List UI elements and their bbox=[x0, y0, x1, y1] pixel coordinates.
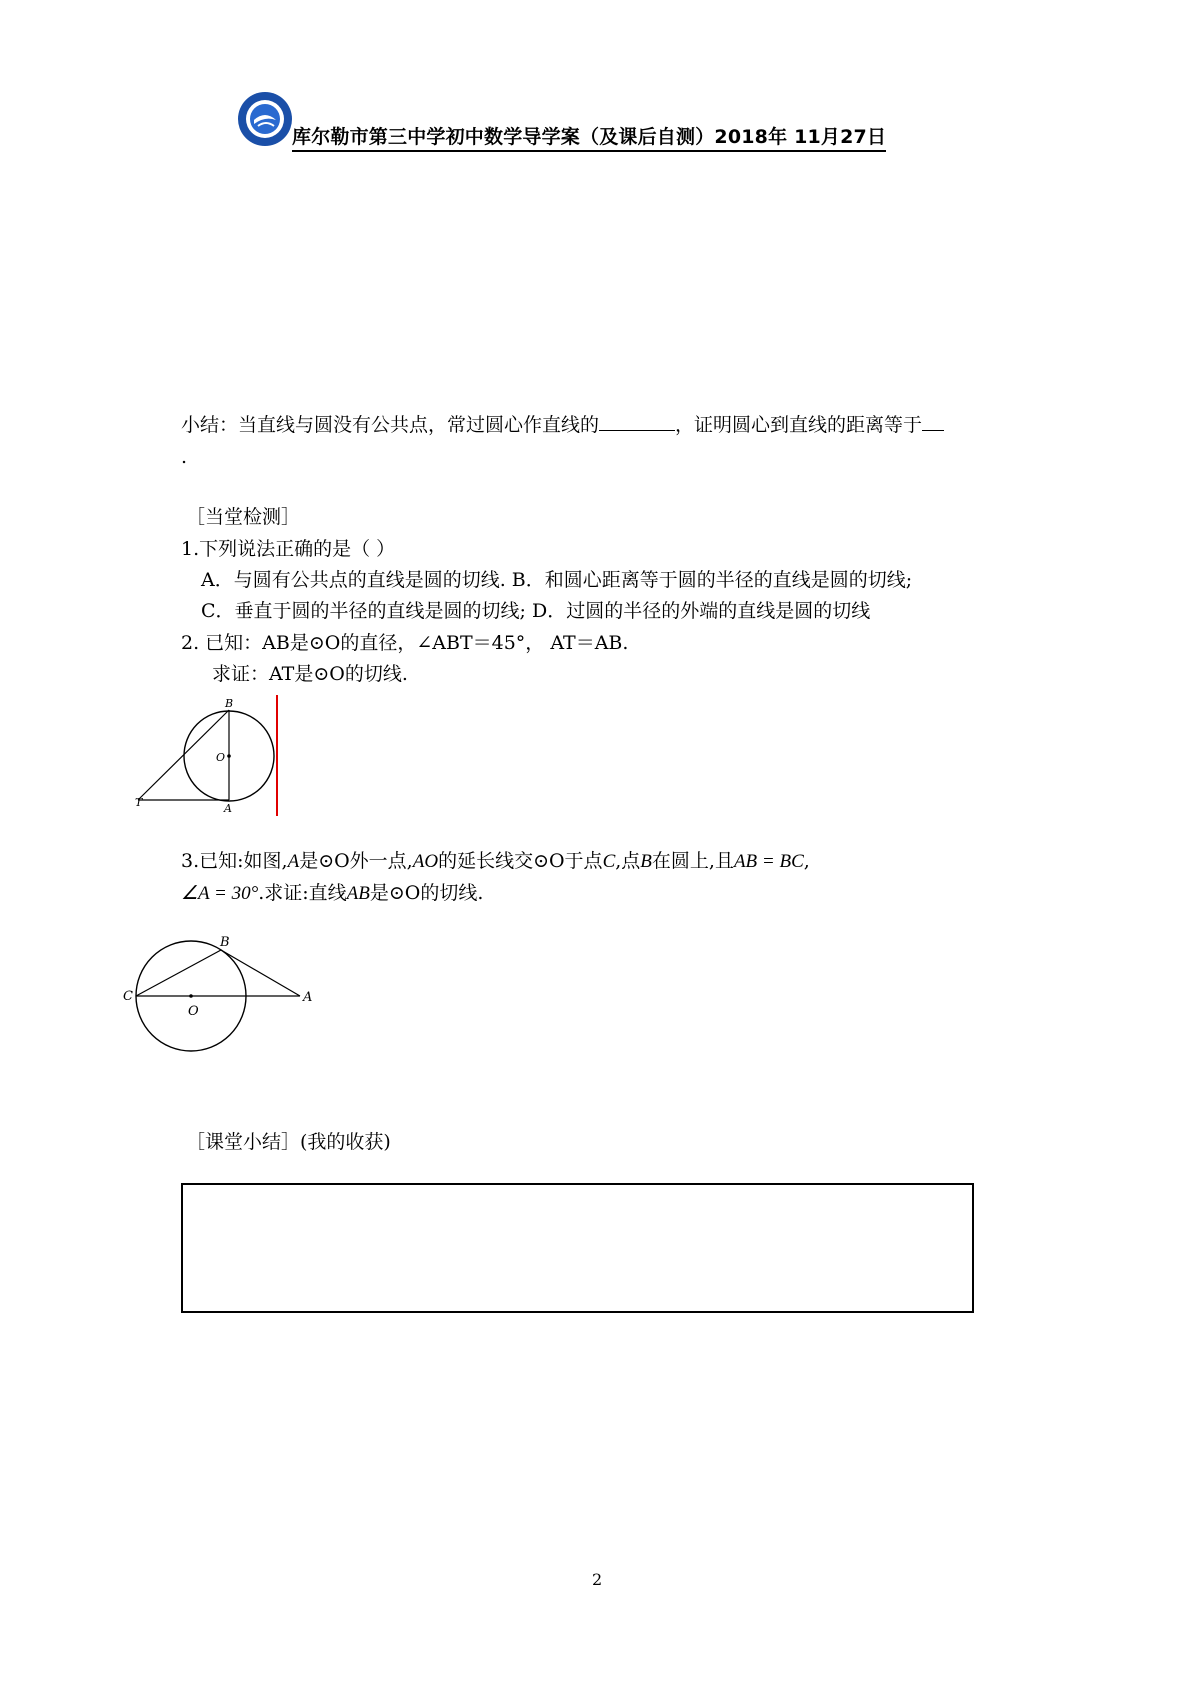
q3-text-b2: .求证:直线 bbox=[258, 882, 347, 904]
q2-prove: 求证：AT是⊙O的切线. bbox=[212, 663, 408, 685]
q3-text-k: , bbox=[803, 850, 810, 872]
q1-stem: 1.下列说法正确的是（ ） bbox=[181, 538, 396, 560]
q3-label-o: O bbox=[188, 1004, 199, 1019]
q3-math-ab: AB bbox=[346, 883, 370, 904]
q3-text-g: ,点 bbox=[615, 850, 641, 872]
q3-segment-cb bbox=[136, 950, 221, 996]
q3-label-a: A bbox=[303, 990, 313, 1005]
q3-center-point bbox=[189, 994, 193, 998]
q3-math-ab-bc: AB = BC bbox=[733, 851, 804, 872]
q3-text-a: 3.已知:如图, bbox=[181, 850, 288, 872]
page-number: 2 bbox=[592, 1570, 603, 1589]
q3-label-b: B bbox=[220, 935, 230, 950]
q3-math-a: A bbox=[287, 851, 300, 872]
summary-text-before: 小结：当直线与圆没有公共点，常过圆心作直线的 bbox=[181, 414, 600, 436]
q3-line-2 bbox=[181, 880, 483, 907]
q3-text-d2: 是⊙O的切线. bbox=[369, 882, 484, 904]
summary-answer-box[interactable] bbox=[181, 1183, 974, 1313]
summary-blank-2[interactable] bbox=[922, 412, 944, 431]
q2-label-t: T bbox=[135, 796, 143, 809]
summary-blank-1[interactable] bbox=[599, 412, 675, 431]
section-check-title: ［当堂检测］ bbox=[186, 506, 301, 528]
q1-options-ab: A．与圆有公共点的直线是圆的切线. B．和圆心距离等于圆的半径的直线是圆的切线; bbox=[201, 569, 913, 591]
q3-segment-ba bbox=[221, 950, 300, 996]
q3-text-i: 在圆上,且 bbox=[651, 850, 734, 872]
page-header-title: 库尔勒市第三中学初中数学导学案（及课后自测）2018年 11月27日 bbox=[292, 122, 886, 152]
summary-text-middle: ，证明圆心到直线的距离等于 bbox=[675, 414, 923, 436]
q2-label-b: B bbox=[225, 697, 234, 710]
q3-line-1 bbox=[181, 848, 810, 875]
q1-options-cd: C．垂直于圆的半径的直线是圆的切线; D．过圆的半径的外端的直线是圆的切线 bbox=[201, 600, 871, 622]
school-logo-icon bbox=[236, 90, 294, 148]
q3-math-c: C bbox=[602, 851, 616, 872]
summary-text-end: . bbox=[181, 446, 188, 468]
section-summary-title: ［课堂小结］(我的收获) bbox=[186, 1131, 391, 1153]
q3-label-c: C bbox=[123, 989, 133, 1004]
q3-text-c: 是⊙O外一点, bbox=[299, 850, 413, 872]
q2-given: 2. 已知：AB是⊙O的直径，∠ABT＝45°， AT＝AB. bbox=[181, 632, 629, 654]
q2-figure bbox=[130, 690, 290, 820]
q2-center-point bbox=[227, 754, 231, 758]
q3-math-ao: AO bbox=[412, 851, 439, 872]
q3-text-e: 的延长线交⊙O于点 bbox=[438, 850, 603, 872]
q3-math-b: B bbox=[640, 851, 652, 872]
q2-label-a: A bbox=[224, 802, 232, 815]
summary-sentence bbox=[181, 412, 944, 438]
q2-label-o: O bbox=[216, 751, 226, 764]
q3-figure bbox=[118, 930, 318, 1060]
q3-math-angle: ∠A = 30° bbox=[181, 883, 259, 904]
